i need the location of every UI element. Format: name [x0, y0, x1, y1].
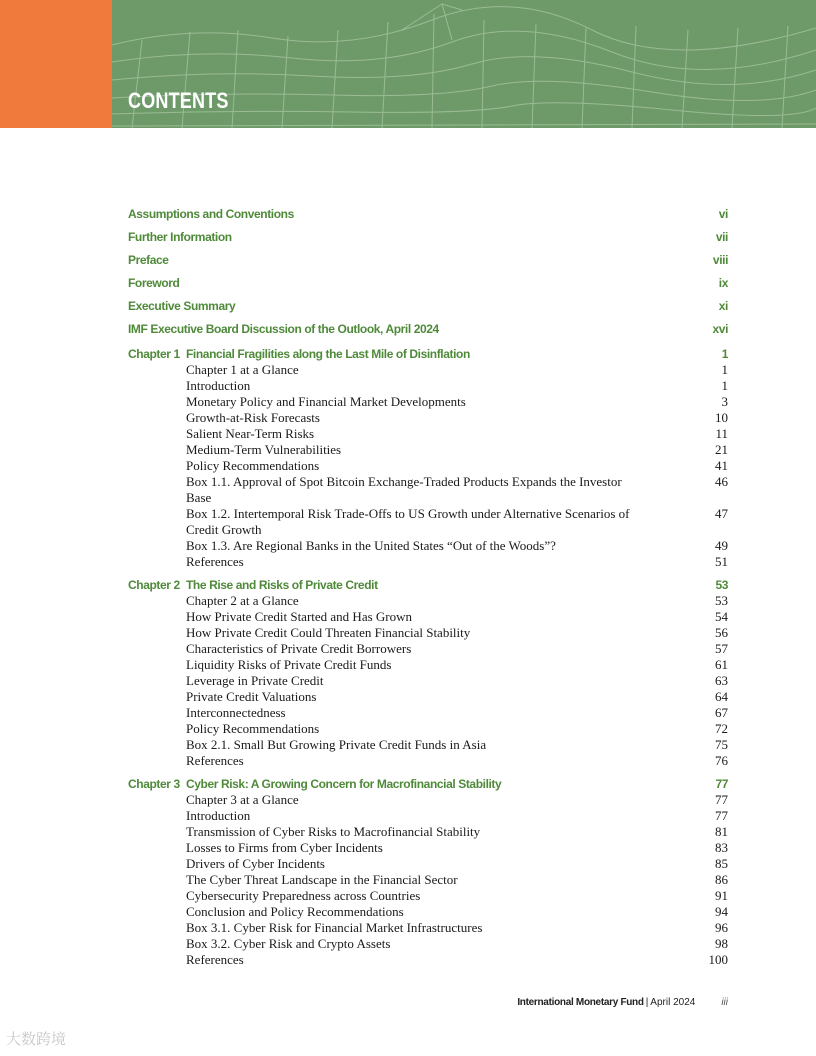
- toc-item[interactable]: [186, 753, 728, 769]
- toc-item[interactable]: [186, 689, 728, 705]
- toc-item-page: 64: [715, 689, 728, 704]
- watermark: [6, 1028, 66, 1049]
- toc-item[interactable]: [186, 394, 728, 410]
- toc-item[interactable]: [186, 458, 728, 474]
- toc-item-title[interactable]: Medium-Term Vulnerabilities: [186, 442, 342, 457]
- toc-entry-page: vii: [715, 230, 728, 244]
- toc-item-page: 96: [715, 920, 728, 935]
- toc-item-page: 85: [715, 856, 728, 871]
- toc-item-title[interactable]: Drivers of Cyber Incidents: [186, 856, 325, 871]
- toc-item-title[interactable]: References: [186, 753, 244, 768]
- toc-item-title[interactable]: Policy Recommendations: [186, 721, 320, 736]
- toc-item-page: 91: [715, 888, 728, 903]
- toc-entry[interactable]: [128, 275, 728, 298]
- toc-item-page: 10: [715, 410, 728, 425]
- toc-item-title[interactable]: Interconnectedness: [186, 705, 286, 720]
- toc-item[interactable]: [186, 657, 728, 673]
- toc-item-page: 83: [715, 840, 728, 855]
- toc-item[interactable]: [186, 856, 728, 872]
- toc-item-page: 77: [715, 792, 728, 807]
- toc-entry[interactable]: [128, 229, 728, 252]
- toc-entry-title[interactable]: Further Information: [128, 230, 232, 244]
- toc-item[interactable]: [186, 554, 728, 570]
- toc-item[interactable]: [186, 952, 728, 968]
- toc-item-page: 21: [715, 442, 728, 457]
- toc-item[interactable]: [186, 721, 728, 737]
- chapter-1-section: [128, 346, 728, 570]
- toc-entry-page: xi: [718, 299, 728, 313]
- toc-item[interactable]: [186, 792, 728, 808]
- toc-item[interactable]: [186, 378, 728, 394]
- toc-item-title[interactable]: The Cyber Threat Landscape in the Financial Sector: [186, 872, 458, 887]
- chapter-page: 1: [721, 347, 728, 361]
- toc-item-title[interactable]: Liquidity Risks of Private Credit Funds: [186, 657, 392, 672]
- toc-item-title[interactable]: Box 1.1. Approval of Spot Bitcoin Exchange-Traded Products Expands the Investor Base: [186, 474, 622, 505]
- toc-item-page: 49: [715, 538, 728, 553]
- toc-item[interactable]: [186, 538, 728, 554]
- toc-item-page: 81: [715, 824, 728, 839]
- toc-item[interactable]: [186, 888, 728, 904]
- toc-item[interactable]: [186, 609, 728, 625]
- toc-item-title[interactable]: Policy Recommendations: [186, 458, 320, 473]
- toc-item-page: 46: [715, 474, 728, 489]
- toc-item[interactable]: [186, 474, 728, 506]
- toc-item-page: 1: [721, 378, 728, 393]
- toc-item[interactable]: [186, 426, 728, 442]
- chapter-page: 77: [715, 777, 728, 791]
- toc-item[interactable]: [186, 904, 728, 920]
- toc-item-title[interactable]: Characteristics of Private Credit Borrowers: [186, 641, 412, 656]
- toc-item[interactable]: [186, 442, 728, 458]
- footer-date: April 2024: [650, 997, 696, 1008]
- toc-item-page: 57: [715, 641, 728, 656]
- toc-item-title[interactable]: Box 3.2. Cyber Risk and Crypto Assets: [186, 936, 391, 951]
- toc-item-page: 47: [715, 506, 728, 521]
- toc-item-page: 3: [721, 394, 728, 409]
- toc-item-page: 11: [715, 426, 728, 441]
- footer-separator: |: [645, 997, 649, 1008]
- chapter-2-section: [128, 577, 728, 769]
- chapter-heading[interactable]: [128, 577, 728, 593]
- chapter-title[interactable]: Cyber Risk: A Growing Concern for Macrofinancial Stability: [186, 777, 502, 791]
- toc-item[interactable]: [186, 808, 728, 824]
- toc-item-title[interactable]: Conclusion and Policy Recommendations: [186, 904, 404, 919]
- toc-item[interactable]: [186, 705, 728, 721]
- toc-item-title[interactable]: Cybersecurity Preparedness across Countries: [186, 888, 421, 903]
- toc-item[interactable]: [186, 506, 728, 538]
- chapter-heading[interactable]: [128, 346, 728, 362]
- toc-entry-title[interactable]: Foreword: [128, 276, 180, 290]
- toc-item[interactable]: [186, 673, 728, 689]
- toc-item-title[interactable]: Monetary Policy and Financial Market Developments: [186, 394, 466, 409]
- toc-item-title[interactable]: Chapter 1 at a Glance: [186, 362, 299, 377]
- toc-item-page: 56: [715, 625, 728, 640]
- toc-entry[interactable]: [128, 298, 728, 321]
- toc-item-title[interactable]: References: [186, 554, 244, 569]
- orange-accent-block: [0, 0, 112, 128]
- page-footer: [517, 997, 728, 1008]
- toc-item-page: 54: [715, 609, 728, 624]
- toc-item-title[interactable]: Chapter 2 at a Glance: [186, 593, 299, 608]
- watermark-text: 大数跨境: [6, 1030, 67, 1048]
- toc-item-page: 76: [715, 753, 728, 768]
- toc-item-page: 86: [715, 872, 728, 887]
- toc-entry-title[interactable]: Executive Summary: [128, 299, 236, 313]
- toc-item-page: 61: [715, 657, 728, 672]
- toc-item-title[interactable]: Leverage in Private Credit: [186, 673, 324, 688]
- header-banner: [0, 0, 816, 128]
- toc-item-page: 75: [715, 737, 728, 752]
- toc-item-title[interactable]: Introduction: [186, 378, 251, 393]
- chapter-page: 53: [715, 578, 728, 592]
- toc-item-page: 41: [715, 458, 728, 473]
- toc-item-page: 72: [715, 721, 728, 736]
- toc-item[interactable]: [186, 824, 728, 840]
- toc-item[interactable]: [186, 920, 728, 936]
- toc-item-page: 77: [715, 808, 728, 823]
- toc-item[interactable]: [186, 737, 728, 753]
- toc-item[interactable]: [186, 593, 728, 609]
- chapter-items: [186, 593, 728, 769]
- chapter-title[interactable]: Financial Fragilities along the Last Mile of Disinflation: [186, 347, 470, 361]
- toc-item-title[interactable]: Transmission of Cyber Risks to Macrofinancial Stability: [186, 824, 481, 839]
- toc-item-title[interactable]: Box 3.1. Cyber Risk for Financial Market Infrastructures: [186, 920, 483, 935]
- toc-item-page: 51: [715, 554, 728, 569]
- toc-entry-page: ix: [718, 276, 728, 290]
- toc-item-page: 63: [715, 673, 728, 688]
- toc-item-title[interactable]: Private Credit Valuations: [186, 689, 317, 704]
- toc-entry-page: xvi: [712, 322, 728, 336]
- toc-entry[interactable]: [128, 252, 728, 275]
- toc-item-title[interactable]: Box 1.3. Are Regional Banks in the United States “Out of the Woods”?: [186, 538, 556, 553]
- toc-entry-page: vi: [718, 207, 728, 221]
- toc-item-page: 1: [721, 362, 728, 377]
- footer-organization: International Monetary Fund: [517, 997, 644, 1008]
- toc-item-title[interactable]: Chapter 3 at a Glance: [186, 792, 299, 807]
- toc-entry[interactable]: [128, 321, 728, 344]
- chapter-title[interactable]: The Rise and Risks of Private Credit: [186, 578, 378, 592]
- toc-item[interactable]: [186, 641, 728, 657]
- toc-item[interactable]: [186, 936, 728, 952]
- toc-entry-page: viii: [712, 253, 728, 267]
- footer-page-number: iii: [721, 997, 728, 1008]
- chapter-heading[interactable]: [128, 776, 728, 792]
- toc-item-page: 98: [715, 936, 728, 951]
- toc-item-page: 100: [708, 952, 728, 967]
- toc-item-page: 53: [715, 593, 728, 608]
- toc-item-title[interactable]: Box 1.2. Intertemporal Risk Trade-Offs to US Growth under Alternative Scenarios of Credit Growth: [186, 506, 630, 537]
- chapter-label: Chapter 3: [128, 777, 180, 791]
- toc-item[interactable]: [186, 625, 728, 641]
- toc-item-title[interactable]: Introduction: [186, 808, 251, 823]
- toc-entry-title[interactable]: IMF Executive Board Discussion of the Outlook, April 2024: [128, 322, 439, 336]
- toc-item-page: 94: [715, 904, 728, 919]
- toc-item[interactable]: [186, 410, 728, 426]
- toc-entry-title[interactable]: Preface: [128, 253, 169, 267]
- toc-item[interactable]: [186, 872, 728, 888]
- chapter-items: [186, 362, 728, 570]
- toc-item-title[interactable]: How Private Credit Could Threaten Financial Stability: [186, 625, 471, 640]
- toc-entry[interactable]: [128, 206, 728, 229]
- table-of-contents: [128, 206, 728, 968]
- toc-item-title[interactable]: Losses to Firms from Cyber Incidents: [186, 840, 383, 855]
- toc-item-title[interactable]: How Private Credit Started and Has Grown: [186, 609, 413, 624]
- toc-item-page: 67: [715, 705, 728, 720]
- chapter-label: Chapter 2: [128, 578, 180, 592]
- toc-item-title[interactable]: Box 2.1. Small But Growing Private Credit Funds in Asia: [186, 737, 487, 752]
- toc-item-title[interactable]: References: [186, 952, 244, 967]
- toc-item-title[interactable]: Growth-at-Risk Forecasts: [186, 410, 320, 425]
- toc-item-title[interactable]: Salient Near-Term Risks: [186, 426, 315, 441]
- chapter-3-section: [128, 776, 728, 968]
- page-title: CONTENTS: [128, 88, 229, 113]
- toc-entry-title[interactable]: Assumptions and Conventions: [128, 207, 294, 221]
- chapter-items: [186, 792, 728, 968]
- toc-item[interactable]: [186, 840, 728, 856]
- chapter-label: Chapter 1: [128, 347, 180, 361]
- toc-item[interactable]: [186, 362, 728, 378]
